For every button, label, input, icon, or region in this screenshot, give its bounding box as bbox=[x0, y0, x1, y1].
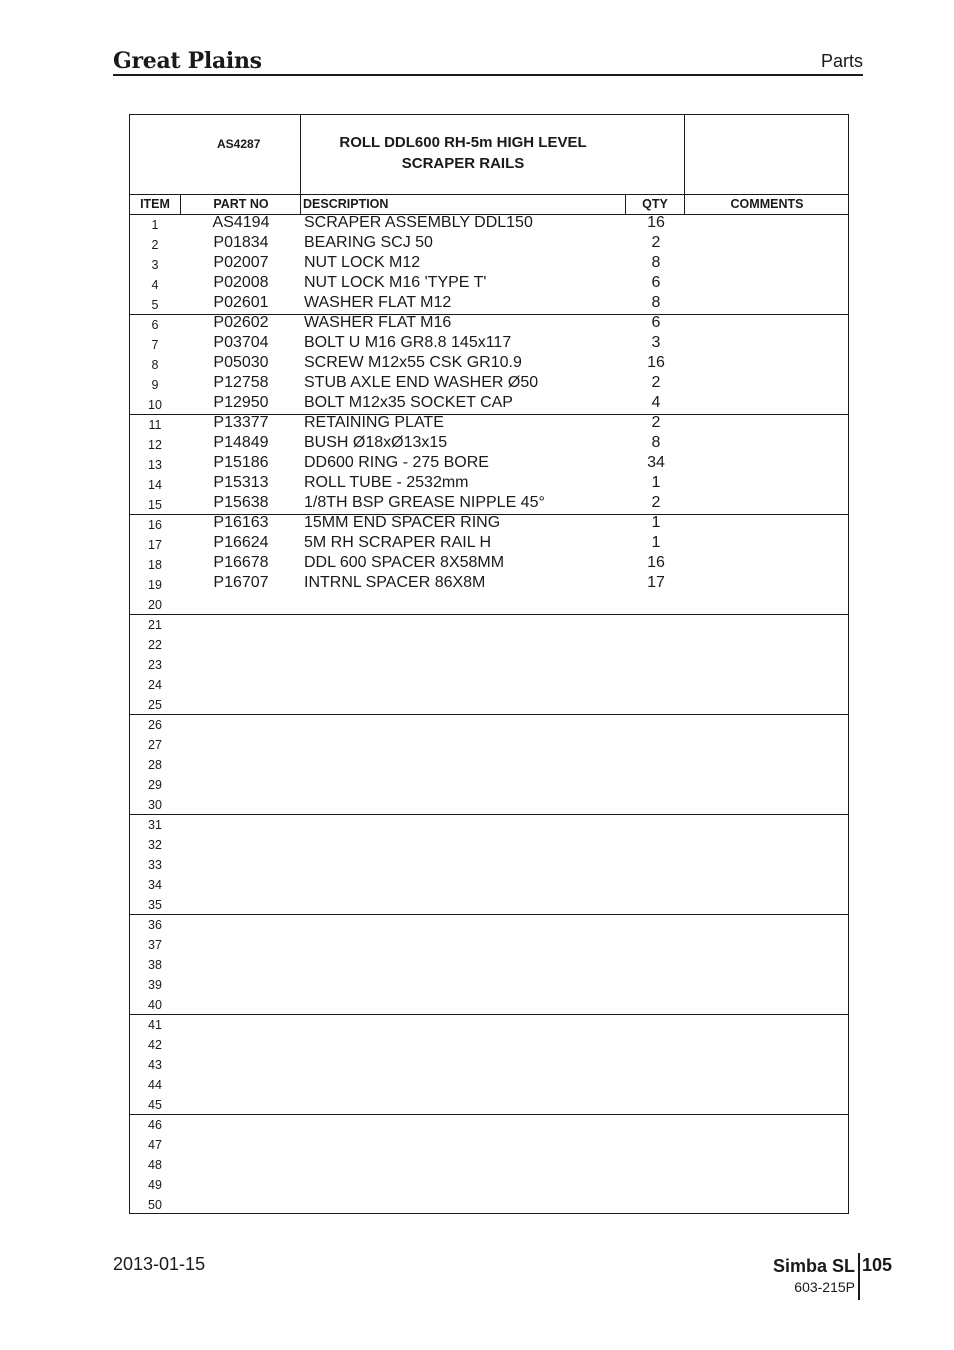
header-rule bbox=[113, 74, 863, 76]
part-description: INTRNL SPACER 86X8M bbox=[304, 574, 486, 591]
part-quantity: 16 bbox=[647, 554, 665, 571]
item-number: 7 bbox=[151, 338, 159, 352]
document-number: 603-215P bbox=[794, 1279, 855, 1295]
part-quantity: 4 bbox=[651, 394, 661, 411]
table-row bbox=[130, 554, 848, 574]
table-row bbox=[130, 1114, 848, 1134]
table-row bbox=[130, 274, 848, 294]
item-number: 39 bbox=[148, 978, 162, 992]
item-number: 4 bbox=[151, 278, 159, 292]
item-number: 23 bbox=[148, 658, 162, 672]
table-row bbox=[130, 914, 848, 934]
item-number: 19 bbox=[148, 578, 162, 592]
table-row bbox=[130, 354, 848, 374]
footer-date: 2013-01-15 bbox=[113, 1254, 206, 1274]
part-description: BUSH Ø18xØ13x15 bbox=[304, 434, 448, 451]
item-number: 11 bbox=[148, 418, 162, 432]
part-number: P12758 bbox=[213, 374, 269, 391]
part-description: WASHER FLAT M12 bbox=[304, 294, 452, 311]
table-row bbox=[130, 594, 848, 614]
item-number: 37 bbox=[148, 938, 162, 952]
item-number: 17 bbox=[148, 538, 162, 552]
part-number: P12950 bbox=[213, 394, 269, 411]
item-number: 47 bbox=[148, 1138, 162, 1152]
table-row bbox=[130, 1034, 848, 1054]
item-number: 21 bbox=[148, 618, 162, 632]
item-number: 12 bbox=[148, 438, 162, 452]
part-description: STUB AXLE END WASHER Ø50 bbox=[304, 374, 539, 391]
part-number: P16163 bbox=[213, 514, 269, 531]
part-number: AS4194 bbox=[212, 214, 270, 231]
part-quantity: 8 bbox=[651, 254, 661, 271]
part-description: SCRAPER ASSEMBLY DDL150 bbox=[304, 214, 533, 231]
part-quantity: 16 bbox=[647, 354, 665, 371]
column-header-comments: COMMENTS bbox=[730, 197, 804, 211]
table-row bbox=[130, 454, 848, 474]
part-description: BOLT M12x35 SOCKET CAP bbox=[304, 394, 513, 411]
part-number: P02602 bbox=[213, 314, 269, 331]
item-number: 29 bbox=[148, 778, 162, 792]
part-number: P05030 bbox=[213, 354, 269, 371]
table-row bbox=[130, 894, 848, 914]
item-number: 14 bbox=[148, 478, 162, 492]
item-number: 26 bbox=[148, 718, 162, 732]
table-row bbox=[130, 514, 848, 534]
table-row bbox=[130, 574, 848, 594]
item-number: 49 bbox=[148, 1178, 162, 1192]
part-quantity: 2 bbox=[651, 494, 661, 511]
item-number: 34 bbox=[148, 878, 162, 892]
part-quantity: 1 bbox=[651, 534, 661, 551]
table-row bbox=[130, 314, 848, 334]
table-row bbox=[130, 374, 848, 394]
table-row bbox=[130, 334, 848, 354]
table-row bbox=[130, 974, 848, 994]
item-number: 45 bbox=[148, 1098, 162, 1112]
table-row bbox=[130, 774, 848, 794]
item-number: 41 bbox=[148, 1018, 162, 1032]
table-row bbox=[130, 1074, 848, 1094]
item-number: 15 bbox=[148, 498, 162, 512]
part-number: P16678 bbox=[213, 554, 269, 571]
part-description: DD600 RING - 275 BORE bbox=[304, 454, 489, 471]
item-number: 32 bbox=[148, 838, 162, 852]
item-number: 50 bbox=[148, 1198, 162, 1212]
item-number: 25 bbox=[148, 698, 162, 712]
title-bottom-rule bbox=[129, 194, 849, 195]
item-number: 1 bbox=[151, 218, 159, 232]
column-header-part-no: PART NO bbox=[213, 197, 269, 211]
table-row bbox=[130, 934, 848, 954]
part-number: P13377 bbox=[213, 414, 269, 431]
part-description: 5M RH SCRAPER RAIL H bbox=[304, 534, 491, 551]
table-row bbox=[130, 1094, 848, 1114]
table-row bbox=[130, 814, 848, 834]
footer-divider bbox=[858, 1253, 860, 1300]
table-row bbox=[130, 294, 848, 314]
item-number: 3 bbox=[151, 258, 159, 272]
item-number: 10 bbox=[148, 398, 162, 412]
part-number: P15638 bbox=[213, 494, 269, 511]
column-header-qty: QTY bbox=[642, 197, 668, 211]
table-row bbox=[130, 754, 848, 774]
table-row bbox=[130, 614, 848, 634]
assembly-title-line1: ROLL DDL600 RH-5m HIGH LEVEL bbox=[339, 134, 587, 151]
part-description: 1/8TH BSP GREASE NIPPLE 45° bbox=[304, 494, 545, 511]
table-row bbox=[130, 534, 848, 554]
part-number: P02601 bbox=[213, 294, 269, 311]
item-number: 31 bbox=[148, 818, 162, 832]
table-row bbox=[130, 1174, 848, 1194]
item-number: 27 bbox=[148, 738, 162, 752]
table-row bbox=[130, 654, 848, 674]
part-quantity: 17 bbox=[647, 574, 665, 591]
part-quantity: 3 bbox=[651, 334, 661, 351]
item-number: 8 bbox=[151, 358, 159, 372]
part-number: P01834 bbox=[213, 234, 269, 251]
item-number: 5 bbox=[151, 298, 159, 312]
item-number: 28 bbox=[148, 758, 162, 772]
part-quantity: 34 bbox=[647, 454, 665, 471]
part-description: BEARING SCJ 50 bbox=[304, 234, 433, 251]
table-row bbox=[130, 674, 848, 694]
part-description: SCREW M12x55 CSK GR10.9 bbox=[304, 354, 522, 371]
part-number: P16624 bbox=[213, 534, 269, 551]
table-row bbox=[130, 234, 848, 254]
table-row bbox=[130, 1154, 848, 1174]
footer-model: Simba SL bbox=[772, 1256, 855, 1276]
item-number: 48 bbox=[148, 1158, 162, 1172]
table-row bbox=[130, 694, 848, 714]
part-number: P15313 bbox=[213, 474, 269, 491]
table-row bbox=[130, 254, 848, 274]
item-number: 35 bbox=[148, 898, 162, 912]
table-row bbox=[130, 734, 848, 754]
part-number: P02007 bbox=[213, 254, 269, 271]
table-row bbox=[130, 834, 848, 854]
item-number: 36 bbox=[148, 918, 162, 932]
part-description: RETAINING PLATE bbox=[304, 414, 444, 431]
item-number: 16 bbox=[148, 518, 162, 532]
part-number: P15186 bbox=[213, 454, 269, 471]
item-number: 42 bbox=[148, 1038, 162, 1052]
table-row bbox=[130, 874, 848, 894]
part-number: P14849 bbox=[213, 434, 269, 451]
column-header-description: DESCRIPTION bbox=[303, 197, 389, 211]
column-header-item: ITEM bbox=[140, 197, 170, 211]
item-number: 38 bbox=[148, 958, 162, 972]
part-description: DDL 600 SPACER 8X58MM bbox=[304, 554, 505, 571]
item-number: 24 bbox=[148, 678, 162, 692]
assembly-code: AS4287 bbox=[217, 137, 261, 151]
table-row bbox=[130, 1194, 848, 1214]
part-description: 15MM END SPACER RING bbox=[304, 514, 501, 531]
part-quantity: 6 bbox=[651, 274, 661, 291]
part-number: P16707 bbox=[213, 574, 269, 591]
table-row bbox=[130, 394, 848, 414]
table-row bbox=[130, 494, 848, 514]
item-number: 2 bbox=[151, 238, 159, 252]
table-row bbox=[130, 1134, 848, 1154]
item-number: 13 bbox=[148, 458, 162, 472]
item-number: 20 bbox=[148, 598, 162, 612]
table-row bbox=[130, 954, 848, 974]
table-row bbox=[130, 474, 848, 494]
part-quantity: 2 bbox=[651, 234, 661, 251]
table-row bbox=[130, 1054, 848, 1074]
part-quantity: 2 bbox=[651, 414, 661, 431]
item-number: 30 bbox=[148, 798, 162, 812]
item-number: 43 bbox=[148, 1058, 162, 1072]
table-row bbox=[130, 414, 848, 434]
part-quantity: 6 bbox=[651, 314, 661, 331]
item-number: 6 bbox=[151, 318, 159, 332]
item-number: 33 bbox=[148, 858, 162, 872]
page-number: 105 bbox=[862, 1255, 893, 1275]
item-number: 46 bbox=[148, 1118, 162, 1132]
table-row bbox=[130, 994, 848, 1014]
part-description: NUT LOCK M16 'TYPE T' bbox=[304, 274, 487, 291]
part-quantity: 8 bbox=[651, 294, 661, 311]
table-row bbox=[130, 714, 848, 734]
table-row bbox=[130, 434, 848, 454]
item-number: 18 bbox=[148, 558, 162, 572]
item-number: 22 bbox=[148, 638, 162, 652]
item-number: 40 bbox=[148, 998, 162, 1012]
part-description: BOLT U M16 GR8.8 145x117 bbox=[304, 334, 512, 351]
part-quantity: 16 bbox=[647, 214, 665, 231]
part-number: P02008 bbox=[213, 274, 269, 291]
table-row bbox=[130, 634, 848, 654]
item-number: 44 bbox=[148, 1078, 162, 1092]
item-number: 9 bbox=[151, 378, 159, 392]
table-row bbox=[130, 214, 848, 234]
part-description: WASHER FLAT M16 bbox=[304, 314, 452, 331]
part-quantity: 1 bbox=[651, 514, 661, 531]
section-label: Parts bbox=[820, 51, 863, 71]
table-row bbox=[130, 794, 848, 814]
brand-logo: Great Plains bbox=[113, 48, 262, 74]
part-number: P03704 bbox=[213, 334, 269, 351]
part-quantity: 1 bbox=[651, 474, 661, 491]
part-quantity: 8 bbox=[651, 434, 661, 451]
assembly-title-line2: SCRAPER RAILS bbox=[401, 155, 525, 172]
part-description: ROLL TUBE - 2532mm bbox=[304, 474, 469, 491]
table-row bbox=[130, 1014, 848, 1034]
part-quantity: 2 bbox=[651, 374, 661, 391]
part-description: NUT LOCK M12 bbox=[304, 254, 421, 271]
table-row bbox=[130, 854, 848, 874]
